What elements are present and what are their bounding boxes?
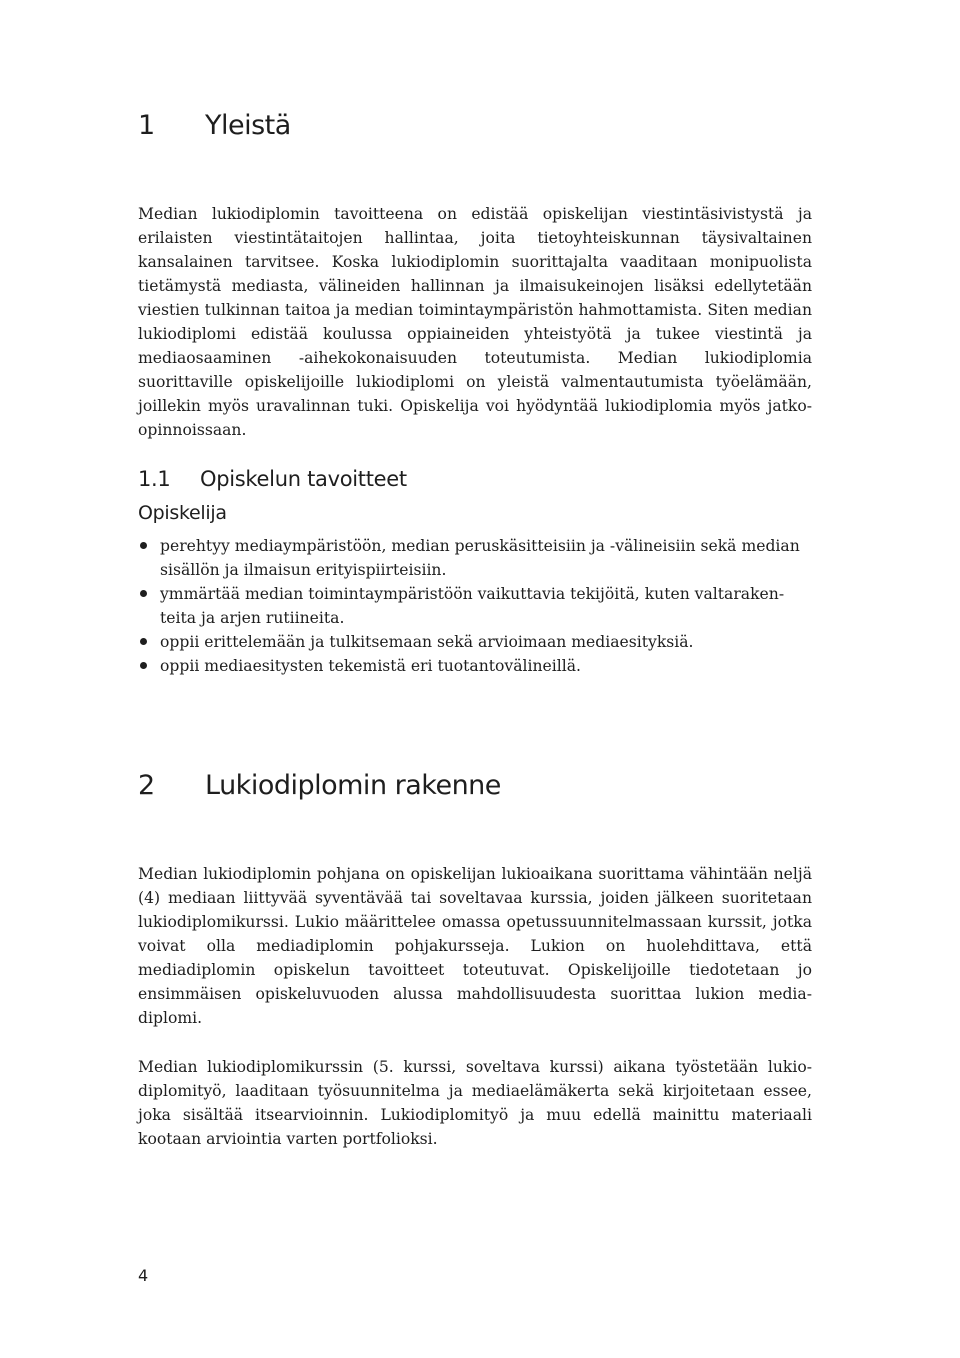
bullet-icon [140,662,147,669]
bullet-icon [140,638,147,645]
list-item: oppii erittelemään ja tulkitsemaan sekä arvioimaan mediaesityksiä. [138,630,812,654]
section-title: Opiskelun tavoitteet [200,467,407,491]
page-number: 4 [138,1266,149,1285]
bullet-icon [140,542,147,549]
section-2-paragraph-2: Median lukiodiplomikurssin (5. kurssi, soveltava kurssi) aikana työstetään lukiodiplomityö, laaditaan työsuunnitelma ja mediaelämäkerta sekä kirjoitetaan essee, joka sisältää itsearvioinnin. Lukiodiplomityö ja muu edellä mainittu materiaali kootaan arviointia varten portfolioksi. [138,1058,812,1148]
list-item: ymmärtää median toimintaympäristöön vaikuttavia tekijöitä, kuten valtarakenteita ja arjen rutiineita. [138,582,812,630]
bullet-icon [140,590,147,597]
goals-list [138,534,812,678]
section-1-heading [138,110,291,141]
section-number: 2 [138,770,155,801]
list-item: perehtyy mediaympäristöön, median peruskäsitteisiin ja -välineisiin sekä median sisällön ja ilmaisun erityispiirteisiin. [138,534,812,582]
section-2-heading [138,770,501,801]
section-title: Lukiodiplomin rakenne [205,770,501,801]
section-title: Yleistä [205,110,291,141]
section-2-paragraph-1: Median lukiodiplomin pohjana on opiskelijan lukioaikana suorittama vähintään neljä (4) mediaan liittyvää syventävää tai soveltavaa kurssia, joiden jälkeen suoritetaan lukiodiplomikurssi. Lukio määrittelee omassa opetussuunnitelmassaan kurssit, jotka voivat olla mediadiplomin pohjakursseja. Lukion on huolehdittava, että mediadiplomin opiskelun tavoitteet toteutuvat. Opiskelijoille tiedotetaan jo ensimmäisen opiskeluvuoden alussa mahdollisuudesta suorittaa lukion mediadiplomi. [138,865,812,1027]
section-number: 1 [138,110,155,141]
section-1-1-heading [138,467,407,491]
section-number: 1.1 [138,467,171,491]
list-item: oppii mediaesitysten tekemistä eri tuotantovälineillä. [138,654,812,678]
section-1-paragraph: Median lukiodiplomin tavoitteena on edistää opiskelijan viestintäsivistystä ja erilaisten viestintätaitojen hallintaa, joita tietoyhteiskunnan täysivaltainen kansalainen tarvitsee. Koska lukiodiplomin suorittajalta vaaditaan monipuolista tietämystä mediasta, välineiden hallinnan ja ilmaisukeinojen lisäksi edellytetään viestien tulkinnan taitoa ja median toimintaympäristön hahmottamista. Siten median lukiodiplomi edistää koulussa oppiaineiden yhteistyötä ja tukee viestintä ja mediaosaaminen -aihekokonaisuuden toteutumista. Median lukiodiplomia suorittaville opiskelijoille lukiodiplomi on yleistä valmentautumista työelämään, joillekin myös uravalinnan tuki. Opiskelija voi hyödyntää lukiodiplomia myös jatko-opinnoissaan. [138,205,812,439]
subheading-opiskelija: Opiskelija [138,502,227,524]
